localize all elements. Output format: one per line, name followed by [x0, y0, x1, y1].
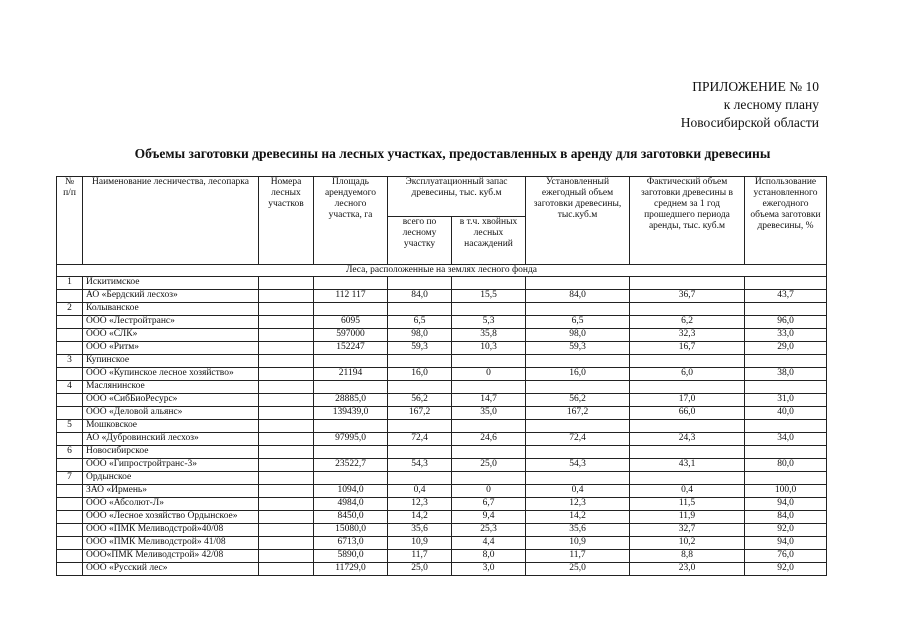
row-name: ЗАО «Ирмень» — [83, 485, 259, 498]
row-name: ООО «Абсолют-Л» — [83, 498, 259, 511]
forestry-group-row — [57, 420, 827, 433]
row-actual: 17,0 — [630, 394, 745, 407]
row-stock-conifer: 0 — [452, 368, 526, 381]
row-plots — [259, 511, 314, 524]
row-annual: 59,3 — [526, 342, 630, 355]
table-row — [57, 342, 827, 355]
row-num — [57, 329, 83, 342]
row-name: ООО «ПМК Меливодстрой» 41/08 — [83, 537, 259, 550]
row-area: 11729,0 — [314, 563, 388, 576]
row-usage — [745, 381, 827, 394]
row-stock-conifer: 25,0 — [452, 459, 526, 472]
row-actual — [630, 355, 745, 368]
row-actual: 24,3 — [630, 433, 745, 446]
row-num — [57, 407, 83, 420]
row-usage — [745, 355, 827, 368]
row-actual: 8,8 — [630, 550, 745, 563]
row-annual: 12,3 — [526, 498, 630, 511]
row-actual — [630, 472, 745, 485]
row-usage — [745, 446, 827, 459]
row-annual: 84,0 — [526, 290, 630, 303]
row-num: 7 — [57, 472, 83, 485]
row-stock-conifer: 35,0 — [452, 407, 526, 420]
row-usage: 34,0 — [745, 433, 827, 446]
row-name: Купинское — [83, 355, 259, 368]
row-plots — [259, 290, 314, 303]
table-row — [57, 563, 827, 576]
row-stock-conifer: 35,8 — [452, 329, 526, 342]
row-annual: 98,0 — [526, 329, 630, 342]
header-stock-conifer: в т.ч. хвойных лесных насаждений — [452, 217, 526, 265]
row-usage — [745, 303, 827, 316]
row-num — [57, 524, 83, 537]
row-area: 8450,0 — [314, 511, 388, 524]
row-stock-total: 25,0 — [388, 563, 452, 576]
row-name: ООО «Лесное хозяйство Ордынское» — [83, 511, 259, 524]
row-name: ООО «Ритм» — [83, 342, 259, 355]
header-stock: Эксплуатационный запас древесины, тыс. куб.м — [388, 177, 526, 217]
row-stock-conifer — [452, 446, 526, 459]
header-num: № п/п — [57, 177, 83, 265]
row-area: 28885,0 — [314, 394, 388, 407]
table-row — [57, 433, 827, 446]
row-usage: 92,0 — [745, 524, 827, 537]
row-name: ООО «СибБиоРесурс» — [83, 394, 259, 407]
row-annual: 167,2 — [526, 407, 630, 420]
row-annual — [526, 303, 630, 316]
row-name: ООО «Русский лес» — [83, 563, 259, 576]
row-area: 15080,0 — [314, 524, 388, 537]
row-actual: 6,0 — [630, 368, 745, 381]
row-stock-total — [388, 472, 452, 485]
row-stock-total — [388, 420, 452, 433]
row-area — [314, 446, 388, 459]
row-area — [314, 277, 388, 290]
row-usage: 100,0 — [745, 485, 827, 498]
row-annual: 11,7 — [526, 550, 630, 563]
row-usage: 40,0 — [745, 407, 827, 420]
row-plots — [259, 394, 314, 407]
row-annual — [526, 355, 630, 368]
row-num — [57, 563, 83, 576]
row-stock-conifer: 4,4 — [452, 537, 526, 550]
row-stock-total: 72,4 — [388, 433, 452, 446]
row-plots — [259, 329, 314, 342]
row-actual: 16,7 — [630, 342, 745, 355]
header-area: Площадь арендуемого лесного участка, га — [314, 177, 388, 265]
row-plots — [259, 368, 314, 381]
forestry-group-row — [57, 355, 827, 368]
table-row — [57, 511, 827, 524]
header-plots: Номера лесных участков — [259, 177, 314, 265]
row-annual: 6,5 — [526, 316, 630, 329]
row-actual — [630, 446, 745, 459]
row-actual: 66,0 — [630, 407, 745, 420]
table-row — [57, 407, 827, 420]
row-plots — [259, 433, 314, 446]
row-actual: 32,7 — [630, 524, 745, 537]
appendix-reference: к лесному плану — [723, 97, 819, 112]
row-num: 4 — [57, 381, 83, 394]
appendix-number: ПРИЛОЖЕНИЕ № 10 — [692, 79, 819, 94]
row-usage: 38,0 — [745, 368, 827, 381]
row-area: 21194 — [314, 368, 388, 381]
row-name: ООО «Деловой альянс» — [83, 407, 259, 420]
header-annual: Установленный ежегодный объем заготовки древесины, тыс.куб.м — [526, 177, 630, 265]
row-stock-conifer — [452, 420, 526, 433]
row-plots — [259, 550, 314, 563]
row-name: ООО «СЛК» — [83, 329, 259, 342]
row-name: АО «Дубровинский лесхоз» — [83, 433, 259, 446]
row-area — [314, 472, 388, 485]
table-row — [57, 550, 827, 563]
row-actual: 10,2 — [630, 537, 745, 550]
row-usage — [745, 420, 827, 433]
row-annual: 16,0 — [526, 368, 630, 381]
row-stock-conifer: 15,5 — [452, 290, 526, 303]
row-annual: 35,6 — [526, 524, 630, 537]
header-stock-total: всего по лесному участку — [388, 217, 452, 265]
forestry-group-row — [57, 303, 827, 316]
row-stock-total — [388, 381, 452, 394]
row-area: 97995,0 — [314, 433, 388, 446]
row-num — [57, 290, 83, 303]
row-area: 1094,0 — [314, 485, 388, 498]
row-area — [314, 420, 388, 433]
row-annual — [526, 420, 630, 433]
row-name: Искитимское — [83, 277, 259, 290]
row-actual: 36,7 — [630, 290, 745, 303]
row-actual: 32,3 — [630, 329, 745, 342]
row-plots — [259, 537, 314, 550]
row-num — [57, 537, 83, 550]
row-plots — [259, 485, 314, 498]
row-annual: 10,9 — [526, 537, 630, 550]
row-name: Ордынское — [83, 472, 259, 485]
table-row — [57, 498, 827, 511]
row-annual: 25,0 — [526, 563, 630, 576]
row-stock-conifer: 3,0 — [452, 563, 526, 576]
row-plots — [259, 355, 314, 368]
row-stock-conifer: 9,4 — [452, 511, 526, 524]
forestry-group-row — [57, 472, 827, 485]
row-name: ООО «ПМК Меливодстрой»40/08 — [83, 524, 259, 537]
appendix-header — [681, 78, 819, 132]
row-annual: 72,4 — [526, 433, 630, 446]
row-num: 2 — [57, 303, 83, 316]
row-name: Новосибирское — [83, 446, 259, 459]
table-row — [57, 329, 827, 342]
row-stock-conifer — [452, 381, 526, 394]
row-stock-conifer — [452, 355, 526, 368]
row-actual — [630, 303, 745, 316]
row-usage — [745, 277, 827, 290]
row-stock-total: 0,4 — [388, 485, 452, 498]
row-plots — [259, 407, 314, 420]
row-stock-conifer: 25,3 — [452, 524, 526, 537]
row-num — [57, 459, 83, 472]
row-actual — [630, 277, 745, 290]
table-row — [57, 290, 827, 303]
row-stock-conifer: 6,7 — [452, 498, 526, 511]
row-name: Колыванское — [83, 303, 259, 316]
row-stock-conifer — [452, 472, 526, 485]
row-stock-total: 35,6 — [388, 524, 452, 537]
row-stock-conifer: 5,3 — [452, 316, 526, 329]
row-stock-conifer — [452, 277, 526, 290]
row-stock-conifer: 14,7 — [452, 394, 526, 407]
row-stock-conifer: 24,6 — [452, 433, 526, 446]
row-area — [314, 381, 388, 394]
row-usage: 29,0 — [745, 342, 827, 355]
row-actual: 0,4 — [630, 485, 745, 498]
row-num: 3 — [57, 355, 83, 368]
row-area: 5890,0 — [314, 550, 388, 563]
row-num — [57, 433, 83, 446]
row-annual: 54,3 — [526, 459, 630, 472]
row-usage: 43,7 — [745, 290, 827, 303]
row-annual — [526, 446, 630, 459]
row-actual — [630, 420, 745, 433]
row-stock-total — [388, 303, 452, 316]
row-area: 112 117 — [314, 290, 388, 303]
header-usage: Использование установленного ежегодного объема заготовки древесины, % — [745, 177, 827, 265]
row-plots — [259, 459, 314, 472]
row-usage: 94,0 — [745, 537, 827, 550]
table-row — [57, 485, 827, 498]
row-actual — [630, 381, 745, 394]
row-plots — [259, 472, 314, 485]
row-usage: 94,0 — [745, 498, 827, 511]
row-name: АО «Бердский лесхоз» — [83, 290, 259, 303]
section-heading: Леса, расположенные на землях лесного фонда — [57, 265, 827, 277]
row-stock-total: 167,2 — [388, 407, 452, 420]
row-name: Маслянинское — [83, 381, 259, 394]
row-stock-conifer: 8,0 — [452, 550, 526, 563]
row-name: ООО «Гипростройтранс-3» — [83, 459, 259, 472]
row-stock-total: 54,3 — [388, 459, 452, 472]
row-area: 6713,0 — [314, 537, 388, 550]
row-annual: 14,2 — [526, 511, 630, 524]
row-annual — [526, 472, 630, 485]
table-row — [57, 459, 827, 472]
row-num — [57, 550, 83, 563]
row-name: Мошковское — [83, 420, 259, 433]
row-annual — [526, 277, 630, 290]
timber-volume-table — [56, 176, 827, 576]
header-actual: Фактический объем заготовки древесины в среднем за 1 год прошедшего периода аренды, тыс. куб.м — [630, 177, 745, 265]
row-stock-total: 59,3 — [388, 342, 452, 355]
row-num — [57, 498, 83, 511]
row-stock-total: 56,2 — [388, 394, 452, 407]
table-row — [57, 316, 827, 329]
row-actual: 6,2 — [630, 316, 745, 329]
row-plots — [259, 342, 314, 355]
row-usage: 96,0 — [745, 316, 827, 329]
row-actual: 11,9 — [630, 511, 745, 524]
row-name: ООО«ПМК Меливодстрой» 42/08 — [83, 550, 259, 563]
row-stock-total — [388, 446, 452, 459]
forestry-group-row — [57, 381, 827, 394]
row-plots — [259, 381, 314, 394]
row-usage: 84,0 — [745, 511, 827, 524]
table-row — [57, 368, 827, 381]
row-name: ООО «Лестройтранс» — [83, 316, 259, 329]
row-num: 5 — [57, 420, 83, 433]
row-num — [57, 368, 83, 381]
row-stock-total: 98,0 — [388, 329, 452, 342]
row-stock-total: 14,2 — [388, 511, 452, 524]
row-annual — [526, 381, 630, 394]
row-stock-conifer — [452, 303, 526, 316]
row-stock-total: 10,9 — [388, 537, 452, 550]
forestry-group-row — [57, 277, 827, 290]
row-area: 152247 — [314, 342, 388, 355]
row-stock-total: 11,7 — [388, 550, 452, 563]
row-area: 597000 — [314, 329, 388, 342]
row-stock-total: 16,0 — [388, 368, 452, 381]
row-usage: 76,0 — [745, 550, 827, 563]
row-actual: 43,1 — [630, 459, 745, 472]
table-row — [57, 537, 827, 550]
row-usage: 80,0 — [745, 459, 827, 472]
row-actual: 11,5 — [630, 498, 745, 511]
row-annual: 56,2 — [526, 394, 630, 407]
row-plots — [259, 420, 314, 433]
row-usage: 92,0 — [745, 563, 827, 576]
row-stock-conifer: 10,3 — [452, 342, 526, 355]
row-num — [57, 342, 83, 355]
table-row — [57, 394, 827, 407]
row-plots — [259, 498, 314, 511]
row-plots — [259, 303, 314, 316]
row-plots — [259, 524, 314, 537]
row-area — [314, 355, 388, 368]
row-usage: 31,0 — [745, 394, 827, 407]
row-name: ООО «Купинское лесное хозяйство» — [83, 368, 259, 381]
row-area — [314, 303, 388, 316]
row-stock-total: 84,0 — [388, 290, 452, 303]
row-num: 1 — [57, 277, 83, 290]
row-annual: 0,4 — [526, 485, 630, 498]
row-stock-total: 6,5 — [388, 316, 452, 329]
row-area: 139439,0 — [314, 407, 388, 420]
row-plots — [259, 316, 314, 329]
row-num: 6 — [57, 446, 83, 459]
header-name: Наименование лесничества, лесопарка — [83, 177, 259, 265]
row-stock-conifer: 0 — [452, 485, 526, 498]
appendix-region: Новосибирской области — [680, 115, 819, 130]
row-num — [57, 511, 83, 524]
row-plots — [259, 277, 314, 290]
row-num — [57, 485, 83, 498]
forestry-group-row — [57, 446, 827, 459]
row-area: 6095 — [314, 316, 388, 329]
row-usage — [745, 472, 827, 485]
row-actual: 23,0 — [630, 563, 745, 576]
row-usage: 33,0 — [745, 329, 827, 342]
row-stock-total — [388, 277, 452, 290]
row-num — [57, 316, 83, 329]
row-plots — [259, 446, 314, 459]
row-area: 4984,0 — [314, 498, 388, 511]
row-area: 23522,7 — [314, 459, 388, 472]
table-row — [57, 524, 827, 537]
row-num — [57, 394, 83, 407]
row-plots — [259, 563, 314, 576]
row-stock-total — [388, 355, 452, 368]
row-stock-total: 12,3 — [388, 498, 452, 511]
document-title: Объемы заготовки древесины на лесных участках, предоставленных в аренду для заготовки древесины — [134, 146, 771, 161]
